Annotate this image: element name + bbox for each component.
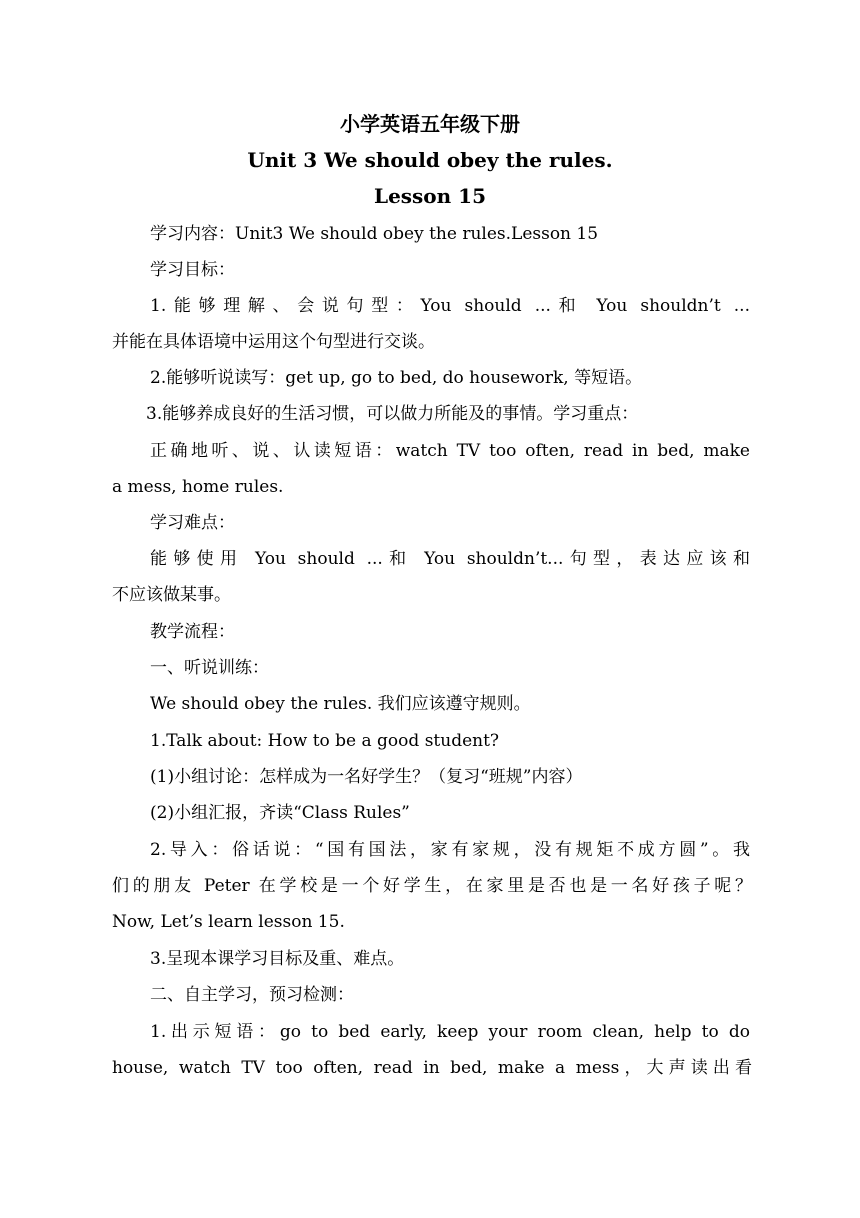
study-goals-heading: 学习目标：: [150, 260, 235, 280]
procedure-heading: 教学流程：: [150, 622, 235, 642]
goal-1-line-a: 1.能够理解、会说句型：You should ...和 You shouldn’t ...: [150, 296, 750, 316]
group-discussion-line: (1)小组讨论：怎样成为一名好学生？（复习“班规”内容）: [150, 767, 583, 787]
group-report-line: (2)小组汇报，齐读“Class Rules”: [150, 803, 410, 823]
rules-sentence: We should obey the rules. 我们应该遵守规则。: [150, 694, 531, 714]
lesson-title: Lesson 15: [374, 184, 486, 208]
difficulty-heading: 学习难点：: [150, 513, 235, 533]
difficulty-line-b: 不应该做某事。: [112, 585, 231, 605]
key-points-line-b: a mess, home rules.: [112, 477, 284, 497]
section-1-heading: 一、听说训练：: [150, 658, 269, 678]
talk-about-line: 1.Talk about: How to be a good student?: [150, 731, 500, 751]
key-points-line-a: 正确地听、说、认读短语：watch TV too often, read in bed, make: [150, 441, 750, 461]
phrases-line-b: house, watch TV too often, read in bed, make a mess，大声读出看: [112, 1058, 752, 1078]
present-goals-line: 3.呈现本课学习目标及重、难点。: [150, 949, 405, 969]
goal-2-line: 2.能够听说读写：get up, go to bed, do housework, 等短语。: [150, 368, 643, 388]
phrases-line-a: 1.出示短语：go to bed early, keep your room clean, help to do: [150, 1022, 750, 1042]
intro-line-a: 2.导入：俗话说：“国有国法，家有家规，没有规矩不成方圆”。我: [150, 840, 750, 860]
unit-title: Unit 3 We should obey the rules.: [247, 148, 613, 172]
difficulty-line-a: 能够使用 You should ...和 You shouldn’t...句型，表达应该和: [150, 549, 750, 569]
goal-1-line-b: 并能在具体语境中运用这个句型进行交谈。: [112, 332, 435, 352]
section-2-heading: 二、自主学习，预习检测：: [150, 985, 354, 1005]
intro-line-c: Now, Let’s learn lesson 15.: [112, 912, 345, 932]
goal-3-line: 3.能够养成良好的生活习惯，可以做力所能及的事情。学习重点：: [146, 404, 639, 424]
document-title: 小学英语五年级下册: [340, 112, 520, 136]
intro-line-b: 们的朋友 Peter 在学校是一个好学生，在家里是否也是一名好孩子呢？: [112, 876, 752, 896]
study-content-line: 学习内容：Unit3 We should obey the rules.Lesson 15: [150, 224, 599, 244]
